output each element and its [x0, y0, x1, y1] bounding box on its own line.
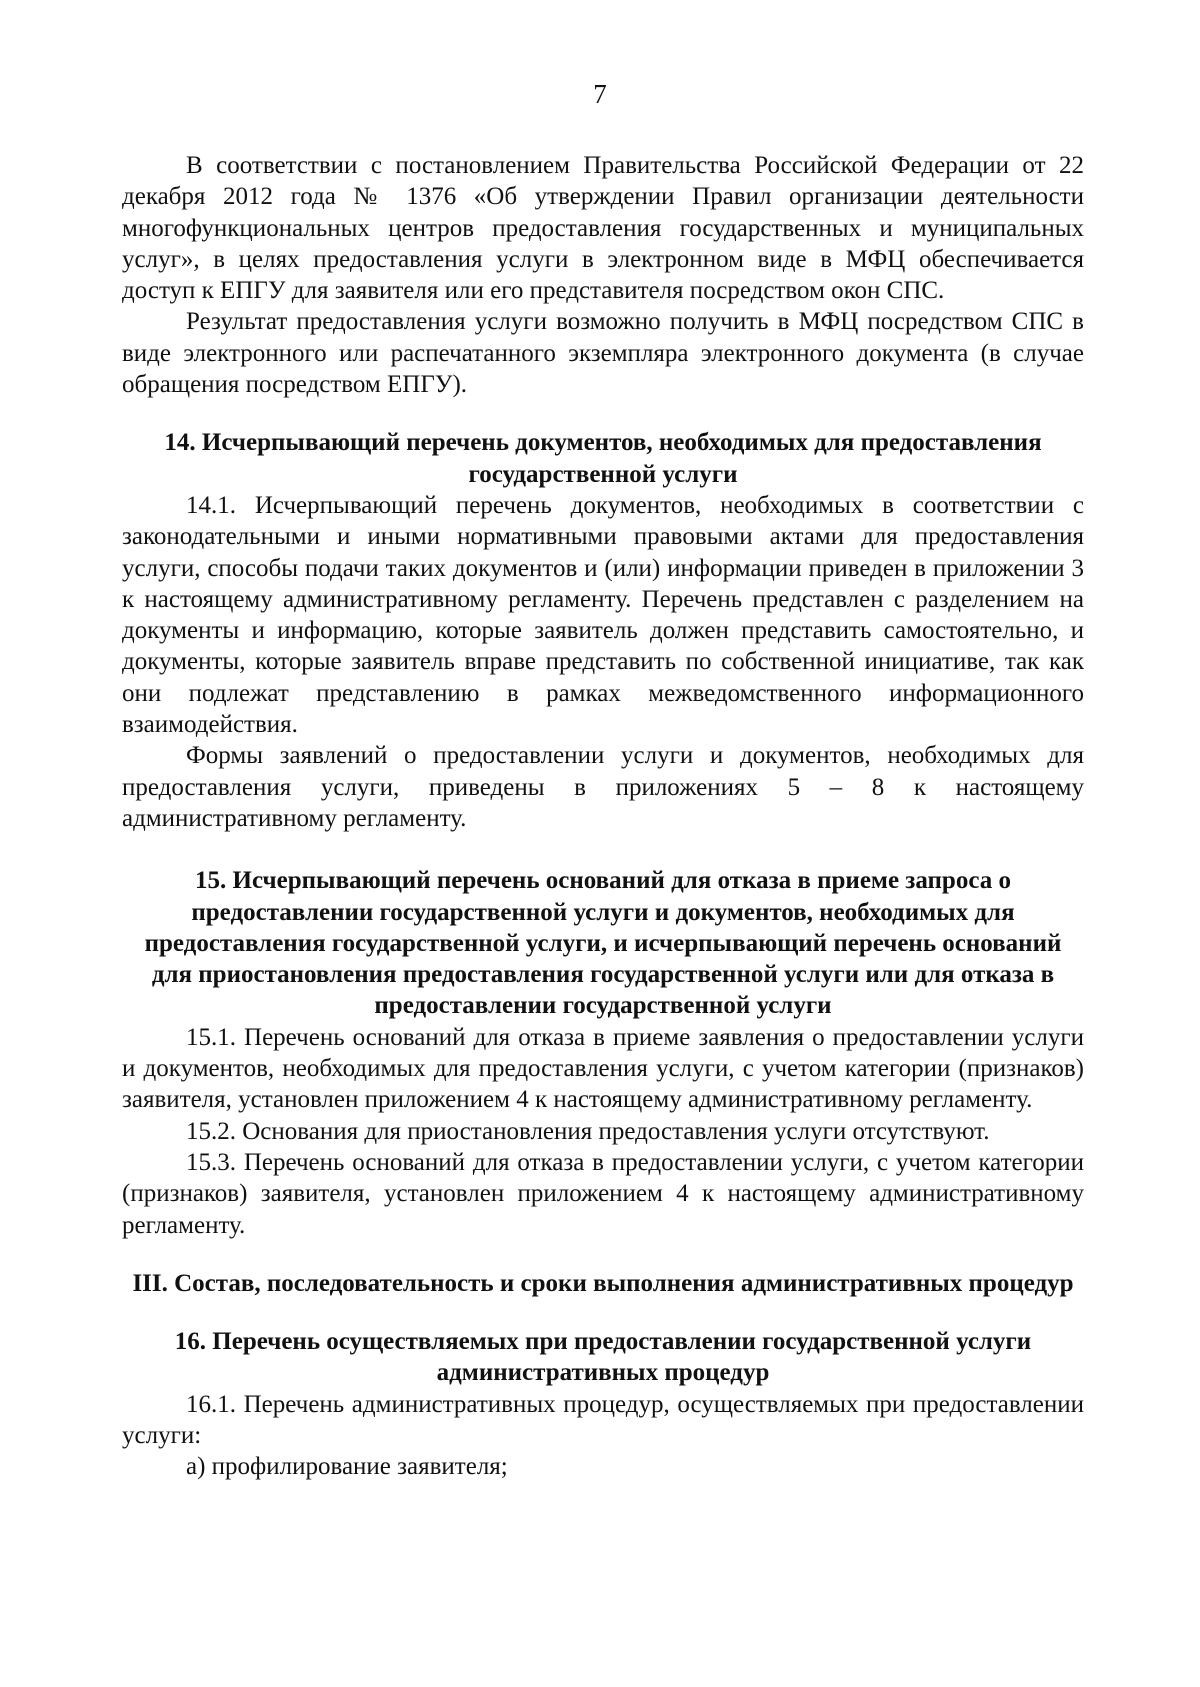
page-number: 7	[593, 79, 607, 109]
section-15-paragraph-3: 15.3. Перечень оснований для отказа в предоставлении услуги, с учетом категории (признаков) заявителя, установлен приложением 4 к настоящему административному регламенту.	[122, 1148, 1084, 1239]
intro-paragraph-1: В соответствии с постановлением Правительства Российской Федерации от 22 декабря 2012 года № 1376 «Об утверждении Правил организации деятельности многофункциональных центров предоставления государственных и муниципальных услуг», в целях предоставления услуги в электронном виде в МФЦ обеспечивается доступ к ЕПГУ для заявителя или его представителя посредством окон СПС.	[122, 152, 1084, 305]
section-14-paragraph-1: 14.1. Исчерпывающий перечень документов, необходимых в соответствии с законодательными и иными нормативными правовыми актами для предоставления услуги, способы подачи таких документов и (или) информации приведен в приложении 3 к настоящему административному регламенту. Перечень представлен с разделением на документы и информацию, которые заявитель должен представить самостоятельно, и документы, которые заявитель вправе представить по собственной инициативе, так как они подлежат представлению в рамках межведомственного информационного взаимодействия.	[122, 491, 1084, 739]
section-14-paragraph-2: Формы заявлений о предоставлении услуги и документов, необходимых для предоставления услуги, приведены в приложениях 5 – 8 к настоящему административному регламенту.	[122, 742, 1084, 832]
spacer	[122, 1241, 1084, 1268]
spacer	[122, 1299, 1084, 1326]
document-body	[122, 150, 1084, 1483]
section-15-paragraph-1: 15.1. Перечень оснований для отказа в приеме заявления о предоставлении услуги и документов, необходимых для предоставления услуги, с учетом категории (признаков) заявителя, установлен приложением 4 к настоящему административному регламенту.	[122, 1023, 1084, 1114]
spacer	[122, 400, 1084, 427]
part-3-heading: III. Состав, последовательность и сроки выполнения административных процедур	[132, 1269, 1074, 1297]
section-16-heading: 16. Перечень осуществляемых при предоставлении государственной услуги административных процедур	[174, 1328, 1032, 1387]
spacer	[122, 834, 1084, 865]
section-14-heading: 14. Исчерпывающий перечень документов, необходимых для предоставления государственной услуги	[164, 429, 1042, 488]
section-16-paragraph-2: а) профилирование заявителя;	[186, 1453, 508, 1481]
section-15-heading: 15. Исчерпывающий перечень оснований для отказа в приеме запроса о предоставлении государственной услуги и документов, необходимых для предоставления государственной услуги, и исчерпывающий перечень оснований для приостановления предоставления государственной услуги или для отказа в предоставлении государственной услуги	[144, 867, 1062, 1020]
intro-paragraph-2: Результат предоставления услуги возможно получить в МФЦ посредством СПС в виде электронного или распечатанного экземпляра электронного документа (в случае обращения посредством ЕПГУ).	[122, 308, 1084, 399]
section-16-paragraph-1: 16.1. Перечень административных процедур, осуществляемых при предоставлении услуги:	[122, 1390, 1084, 1449]
section-15-paragraph-2: 15.2. Основания для приостановления предоставления услуги отсутствуют.	[186, 1117, 990, 1145]
